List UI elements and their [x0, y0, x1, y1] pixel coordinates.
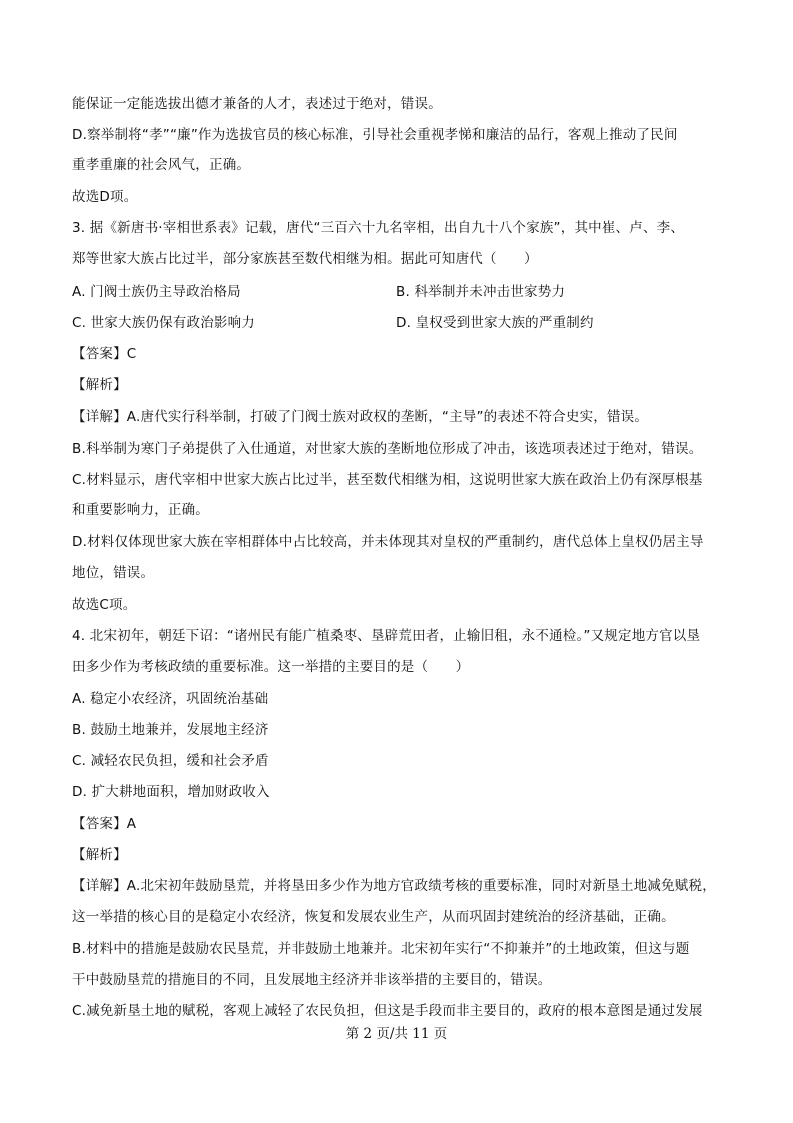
text-line: D.察举制将“孝”“廉”作为选拔官员的核心标准，引导社会重视孝悌和廉洁的品行，客观上推动了民间	[72, 127, 678, 143]
option-c: C. 世家大族仍保有政治影响力	[72, 315, 256, 331]
text-line: 【详解】A.唐代实行科举制，打破了门阀士族对政权的垄断，“主导”的表述不符合史实，错误。	[72, 409, 649, 425]
text-line: 能保证一定能选拔出德才兼备的人才，表述过于绝对，错误。	[72, 96, 442, 112]
text-line: B.材料中的措施是鼓励农民垦荒，并非鼓励土地兼并。北宋初年实行“不抑兼并”的土地政策，但这与题	[72, 941, 690, 957]
text-line: 故选D项。	[72, 189, 138, 205]
text-line: C.材料显示，唐代宰相中世家大族占比过半，甚至数代相继为相，这说明世家大族在政治上仍有深厚根基	[72, 472, 703, 488]
text-line: 这一举措的核心目的是稳定小农经济，恢复和发展农业生产，从而巩固封建统治的经济基础，正确。	[72, 909, 675, 925]
text-line: 故选C项。	[72, 597, 137, 613]
page-number-footer: 第 2 页/共 11 页	[345, 1026, 448, 1042]
option-a: A. 门阀士族仍主导政治格局	[72, 284, 241, 300]
option-b: B. 鼓励土地兼并，发展地主经济	[72, 722, 269, 738]
question-4-stem: 4. 北宋初年，朝廷下诏：“诸州民有能广植桑枣、垦辟荒田者，止输旧租，永不通检。”又规定地方官以垦	[72, 628, 701, 644]
option-d: D. 皇权受到世家大族的严重制约	[396, 315, 594, 331]
answer-label: 【答案】A	[72, 816, 137, 832]
text-line: 和重要影响力，正确。	[72, 502, 209, 518]
answer-label: 【答案】C	[72, 346, 137, 362]
question-3-stem: 3. 据《新唐书·宰相世系表》记载，唐代“三百六十九名宰相，出自九十八个家族”，其中崔、卢、李、	[72, 220, 685, 236]
text-line: 干中鼓励垦荒的措施目的不同，且发展地主经济并非该举措的主要目的，错误。	[72, 972, 552, 988]
option-c: C. 减轻农民负担，缓和社会矛盾	[72, 753, 269, 769]
text-line: 地位，错误。	[72, 565, 155, 581]
text-line: 重孝重廉的社会风气，正确。	[72, 157, 251, 173]
text-line: C.减免新垦土地的赋税，客观上减轻了农民负担，但这是手段而非主要目的，政府的根本意图是通过发展	[72, 1003, 703, 1019]
question-3-stem: 郑等世家大族占比过半，部分家族甚至数代相继为相。据此可知唐代（ ）	[72, 251, 538, 267]
option-b: B. 科举制并未冲击世家势力	[396, 284, 566, 300]
text-line: 【详解】A.北宋初年鼓励垦荒，并将垦田多少作为地方官政绩考核的重要标准，同时对新垦土地减免赋税，	[72, 878, 716, 894]
analysis-label: 【解析】	[72, 847, 127, 863]
text-line: D.材料仅体现世家大族在宰相群体中占比较高，并未体现其对皇权的严重制约，唐代总体上皇权仍居主导	[72, 534, 704, 550]
option-d: D. 扩大耕地面积，增加财政收入	[72, 784, 270, 800]
option-a: A. 稳定小农经济，巩固统治基础	[72, 691, 269, 707]
question-4-stem: 田多少作为考核政绩的重要标准。这一举措的主要目的是（ ）	[72, 659, 470, 675]
analysis-label: 【解析】	[72, 377, 127, 393]
text-line: B.科举制为寒门子弟提供了入仕通道，对世家大族的垄断地位形成了冲击，该选项表述过于绝对，错误。	[72, 441, 703, 457]
